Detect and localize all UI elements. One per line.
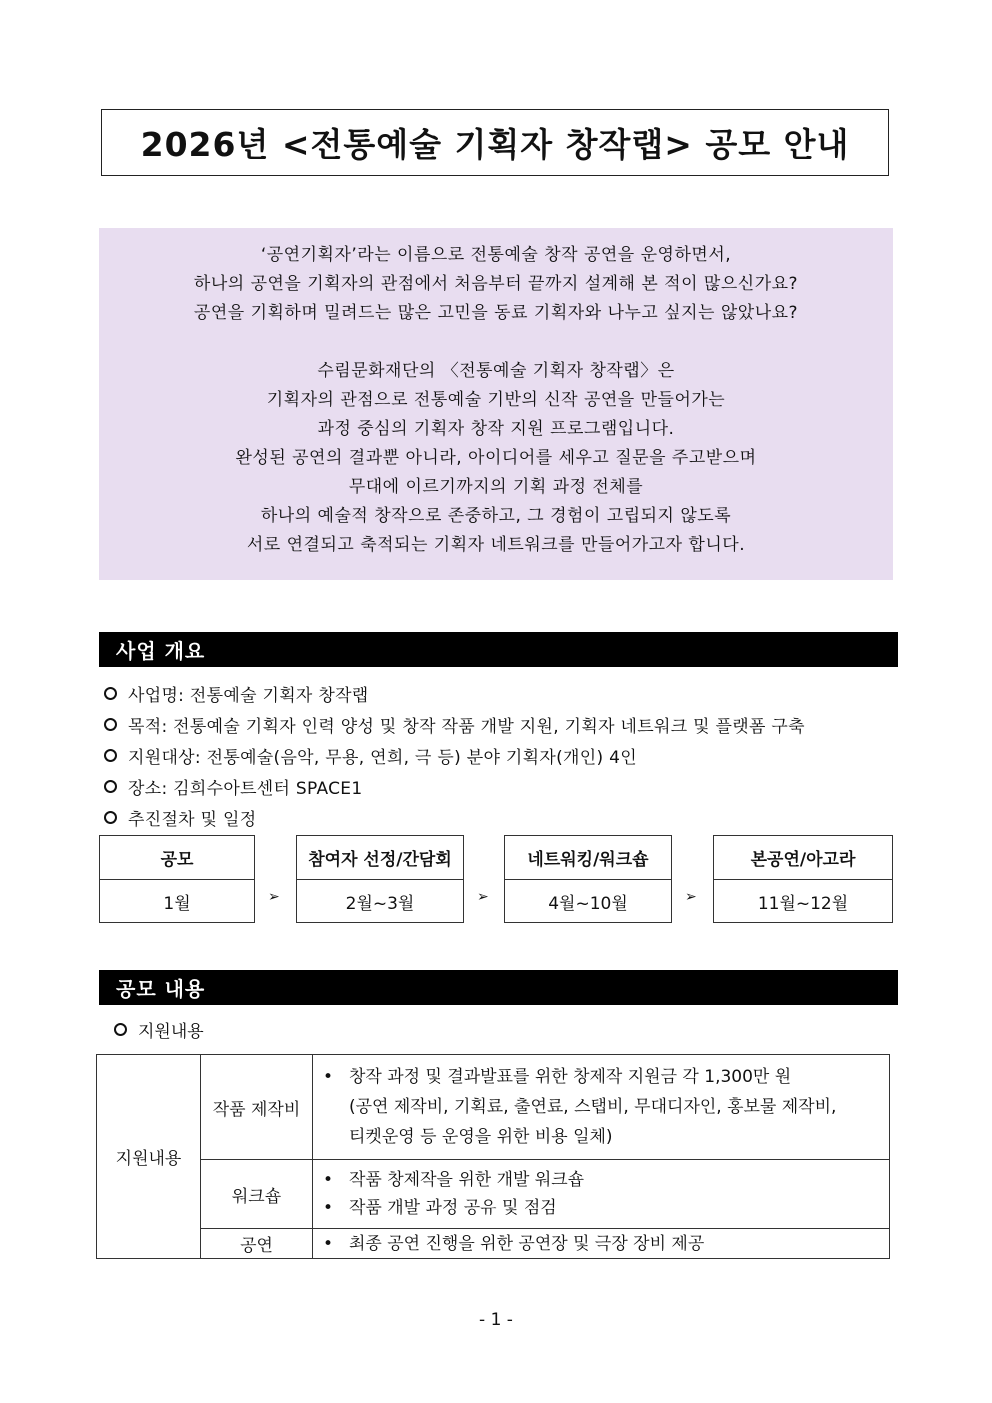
step-head: 본공연/아고라: [714, 836, 892, 880]
circle-bullet-icon: [104, 780, 117, 793]
intro-box: [99, 228, 893, 580]
desc-text: 최종 공연 진행을 위한 공연장 및 극장 장비 제공: [349, 1233, 705, 1254]
step-head: 네트워킹/워크숍: [505, 836, 671, 880]
table-row: [97, 1160, 890, 1229]
bullet-dot-icon: •: [323, 1198, 334, 1218]
schedule-step: [296, 835, 464, 923]
desc-continuation: 티켓운영 등 운영을 위한 비용 일체): [349, 1127, 613, 1147]
intro-line: 하나의 공연을 기획자의 관점에서 처음부터 끝까지 설계해 본 적이 많으신가요?: [193, 274, 799, 294]
support-table: [96, 1054, 890, 1259]
overview-bullets: [104, 678, 805, 833]
list-item: [104, 709, 805, 740]
arrow-right-icon: ➢: [268, 889, 280, 905]
bullet-dot-icon: •: [323, 1233, 334, 1254]
step-value: 1월: [163, 894, 191, 914]
desc-item: [323, 1194, 889, 1222]
list-item: [104, 802, 805, 833]
step-value: 2월~3월: [345, 894, 415, 914]
schedule-step: [504, 835, 672, 923]
page-title: 2026년 <전통예술 기획자 창작랩> 공모 안내: [101, 109, 889, 176]
schedule-step: [99, 835, 255, 923]
arrow-right-icon: ➢: [477, 889, 489, 905]
step-head: 공모: [100, 836, 254, 880]
desc-item: [323, 1166, 889, 1194]
table-label-cell: 워크숍: [201, 1160, 313, 1229]
circle-bullet-icon: [104, 749, 117, 762]
intro-line: 서로 연결되고 축적되는 기획자 네트워크를 만들어가고자 합니다.: [246, 535, 746, 555]
table-row: [97, 1229, 890, 1259]
bullet-dot-icon: •: [323, 1067, 334, 1087]
circle-bullet-icon: [104, 811, 117, 824]
page-number: - 1 -: [479, 1310, 513, 1330]
list-item: [114, 1017, 204, 1042]
desc-continuation: (공연 제작비, 기획료, 출연료, 스탭비, 무대디자인, 홍보물 제작비,: [349, 1097, 837, 1117]
bullet-text: 추진절차 및 일정: [128, 810, 257, 830]
section-heading-overview: 사업 개요: [99, 632, 898, 667]
desc-text: 작품 창제작을 위한 개발 워크숍: [349, 1170, 585, 1190]
intro-line: 수림문화재단의 〈전통예술 기획자 창작랩〉은: [317, 361, 675, 381]
circle-bullet-icon: [104, 687, 117, 700]
table-desc-cell: [313, 1055, 890, 1160]
bullet-text: 목적: 전통예술 기획자 인력 양성 및 창작 작품 개발 지원, 기획자 네트워크 및 플랫폼 구축: [128, 717, 805, 737]
intro-line: ‘공연기획자’라는 이름으로 전통예술 창작 공연을 운영하면서,: [260, 245, 732, 265]
step-head: 참여자 선정/간담회: [297, 836, 463, 880]
arrow-right-icon: ➢: [685, 889, 697, 905]
circle-bullet-icon: [114, 1023, 127, 1036]
list-item: [104, 740, 805, 771]
step-value: 11월~12월: [757, 894, 849, 914]
intro-line: 완성된 공연의 결과뿐 아니라, 아이디어를 세우고 질문을 주고받으며: [235, 448, 757, 468]
table-desc-cell: [313, 1160, 890, 1229]
table-label-cell: 공연: [201, 1229, 313, 1259]
circle-bullet-icon: [104, 718, 117, 731]
intro-line: 무대에 이르기까지의 기획 과정 전체를: [348, 477, 644, 497]
table-desc-cell: [313, 1229, 890, 1259]
intro-line: 기획자의 관점으로 전통예술 기반의 신작 공연을 만들어가는: [266, 390, 726, 410]
schedule-step: [713, 835, 893, 923]
table-row: [97, 1055, 890, 1160]
bullet-text: 지원대상: 전통예술(음악, 무용, 연희, 극 등) 분야 기획자(개인) 4인: [128, 748, 637, 768]
desc-text: 작품 개발 과정 공유 및 점검: [349, 1198, 557, 1218]
desc-text: 창작 과정 및 결과발표를 위한 창제작 지원금 각 1,300만 원: [349, 1067, 792, 1087]
step-value: 4월~10월: [548, 894, 628, 914]
intro-line: 공연을 기획하며 밀려드는 많은 고민을 동료 기획자와 나누고 싶지는 않았나요?: [193, 303, 799, 323]
bullet-text: 사업명: 전통예술 기획자 창작랩: [128, 686, 369, 706]
desc-item: [323, 1062, 889, 1092]
intro-line: 하나의 예술적 창작으로 존중하고, 그 경험이 고립되지 않도록: [260, 506, 732, 526]
list-item: [104, 678, 805, 709]
list-item: [104, 771, 805, 802]
table-category-cell: 지원내용: [97, 1055, 201, 1259]
bullet-text: 지원내용: [138, 1022, 204, 1042]
table-label-cell: 작품 제작비: [201, 1055, 313, 1160]
desc-item: [323, 1230, 889, 1258]
section-heading-content: 공모 내용: [99, 970, 898, 1005]
bullet-text: 장소: 김희수아트센터 SPACE1: [128, 779, 363, 799]
intro-line: 과정 중심의 기획자 창작 지원 프로그램입니다.: [317, 419, 675, 439]
bullet-dot-icon: •: [323, 1170, 334, 1190]
